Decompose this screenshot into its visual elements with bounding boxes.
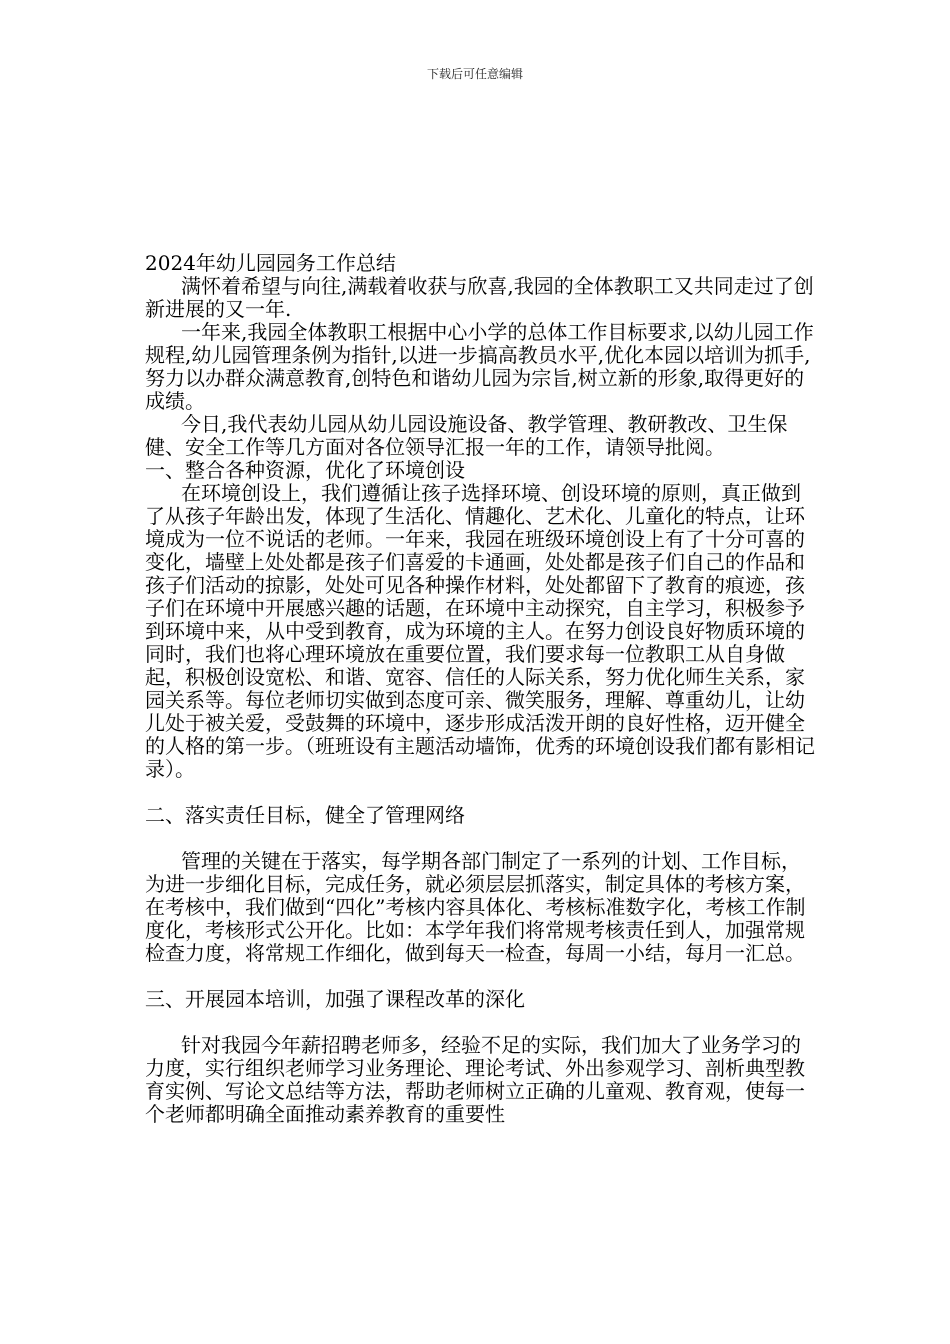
paragraph-environment: 在环境创设上，我们遵循让孩子选择环境、创设环境的原则，真正做到了从孩子年龄出发，体现了生活化、情趣化、艺术化、儿童化的特点，让环境成为一位不说话的老师。一年来，我园在班级环境创设上有了十分可喜的变化，墙壁上处处都是孩子们喜爱的卡通画，处处都是孩子们自己的作品和孩子们活动的掠影，处处可见各种操作材料，处处都留下了教育的痕迹，孩子们在环境中开展感兴趣的话题，在环境中主动探究，自主学习，积极参予到环境中来，从中受到教育，成为环境的主人。在努力创设良好物质环境的同时，我们也将心理环境放在重要位置，我们要求每一位教职工从自身做起，积极创设宽松、和谐、宽容、信任的人际关系，努力优化师生关系，家园关系等。每位老师切实做到态度可亲、微笑服务，理解、尊重幼儿，让幼儿处于被关爱，受鼓舞的环境中，逐步形成活泼开朗的良好性格，迈开健全的人格的第一步。（班班设有主题活动墙饰，优秀的环境创设我们都有影相记录）。: [145, 481, 815, 781]
document-title: 2024年幼儿园园务工作总结: [145, 251, 396, 275]
paragraph-training: 针对我园今年薪招聘老师多，经验不足的实际，我们加大了业务学习的力度，实行组织老师学习业务理论、理论考试、外出参观学习、剖析典型教育实例、写论文总结等方法，帮助老师树立正确的儿童观、教育观，使每一个老师都明确全面推动素养教育的重要性: [145, 1033, 805, 1126]
section-heading-2: 二、落实责任目标，健全了管理网络: [145, 803, 465, 827]
document-body: [145, 252, 815, 1126]
paragraph-intro: 满怀着希望与向往,满载着收获与欣喜,我园的全体教职工又共同走过了创新进展的又一年.: [145, 274, 814, 321]
paragraph-report: 今日,我代表幼儿园从幼儿园设施设备、教学管理、教研教改、卫生保健、安全工作等几方面对各位领导汇报一年的工作，请领导批阅。: [145, 412, 788, 459]
header-note: 下载后可任意编辑: [426, 67, 523, 81]
section-heading-3: 三、开展园本培训，加强了课程改革的深化: [145, 987, 525, 1011]
section-heading-1: 一、整合各种资源，优化了环境创设: [145, 458, 465, 482]
paragraph-overview: 一年来,我园全体教职工根据中心小学的总体工作目标要求,以幼儿园工作规程,幼儿园管理条例为指针,以进一步搞高教员水平,优化本园以培训为抓手,努力以办群众满意教育,创特色和谐幼儿园为宗旨,树立新的形象,取得更好的成绩。: [145, 320, 814, 413]
paragraph-management: 管理的关键在于落实，每学期各部门制定了一系列的计划、工作目标，为进一步细化目标，完成任务，就必须层层抓落实，制定具体的考核方案，在考核中，我们做到“四化”考核内容具体化、考核标准数字化，考核工作制度化，考核形式公开化。比如：本学年我们将常规考核责任到人，加强常规检查力度，将常规工作细化，做到每天一检查，每周一小结，每月一汇总。: [145, 849, 806, 965]
